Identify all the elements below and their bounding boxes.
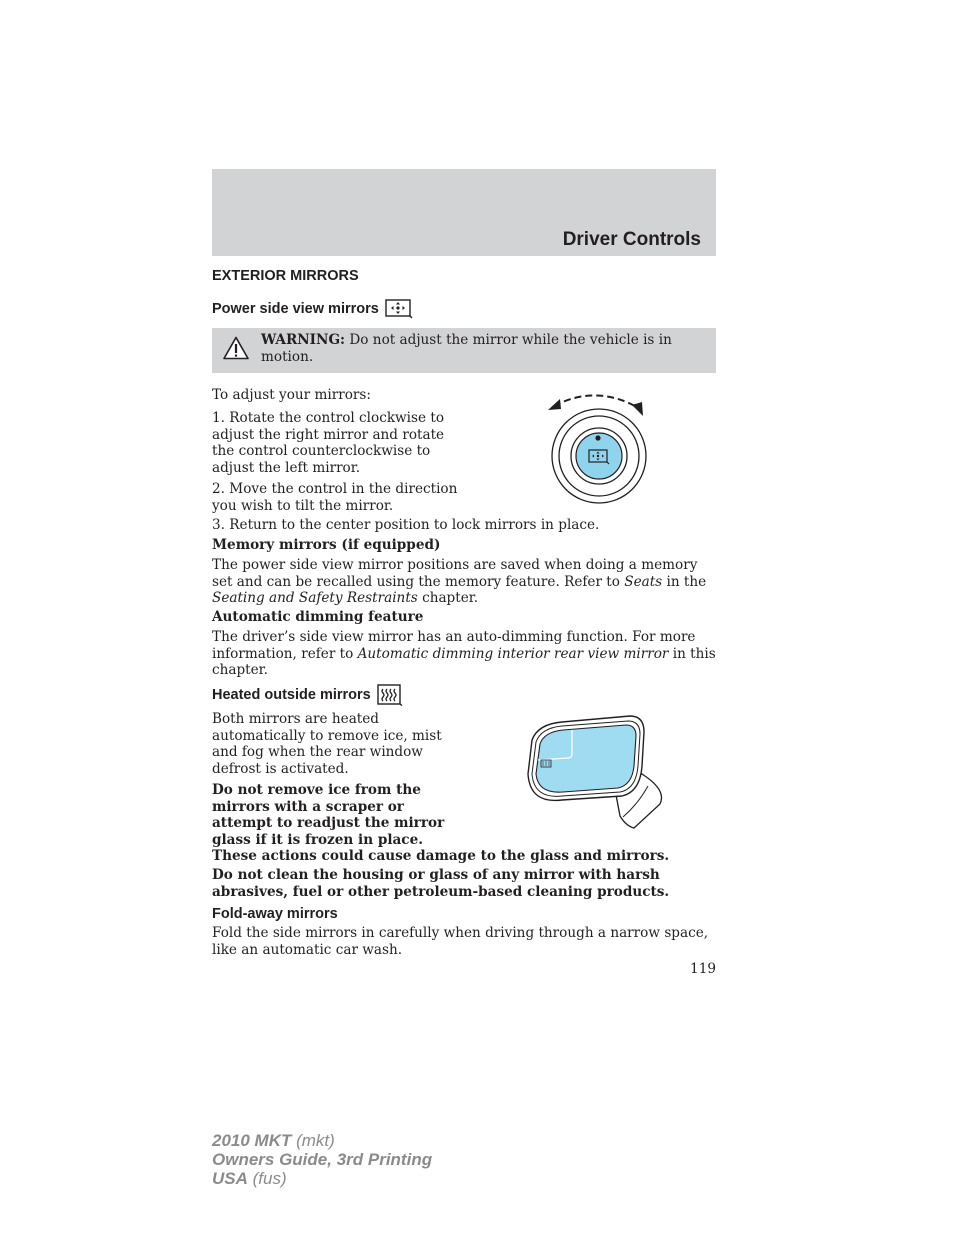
- warning-label: WARNING:: [261, 332, 346, 348]
- warning-triangle-icon: [223, 336, 249, 360]
- header-band: [212, 169, 716, 256]
- fold-away-text: Fold the side mirrors in carefully when driving through a narrow space, like an automatic car wash.: [212, 925, 709, 958]
- auto-dimming-heading: Automatic dimming feature: [212, 609, 424, 625]
- heated-mirror-illustration: [522, 712, 666, 830]
- page-number: 119: [690, 961, 716, 977]
- footer-line-2: Owners Guide, 3rd Printing: [212, 1150, 433, 1169]
- document-footer: [212, 1131, 432, 1188]
- fold-away-title: Fold-away mirrors: [212, 906, 338, 922]
- heated-mirrors-text: Both mirrors are heated automatically to remove ice, mist and fog when the rear window defrost is activated.: [212, 711, 442, 777]
- step-1: 1. Rotate the control clockwise to adjust the right mirror and rotate the control counterclockwise to adjust the left mirror.: [212, 410, 445, 476]
- auto-dimming-text: The driver’s side view mirror has an auto-dimming function. For more information, refer to Automatic dimming interior rear view mirror in this chapter.: [212, 629, 716, 679]
- intro-text: To adjust your mirrors:: [212, 387, 371, 403]
- heated-caution-1: Do not remove ice from the mirrors with a scraper or attempt to readjust the mirror glass if it is frozen in place.: [212, 782, 445, 848]
- auto-dimming-reference: Automatic dimming interior rear view mirror: [357, 645, 669, 662]
- warning-box: [212, 328, 716, 373]
- memory-mirrors-heading: Memory mirrors (if equipped): [212, 537, 441, 553]
- footer-line-3: USA (fus): [212, 1169, 287, 1188]
- seating-chapter-reference: Seating and Safety Restraints: [212, 590, 418, 607]
- heated-mirrors-heading: [212, 684, 403, 706]
- heated-mirrors-title: Heated outside mirrors: [212, 687, 371, 703]
- heated-mirror-icon: [377, 684, 403, 706]
- power-mirrors-heading: [212, 299, 413, 319]
- step-2: 2. Move the control in the direction you wish to tilt the mirror.: [212, 481, 458, 514]
- mirror-control-knob-illustration: [520, 388, 660, 508]
- heated-caution-1-cont: These actions could cause damage to the glass and mirrors.: [212, 848, 670, 864]
- warning-message: Do not adjust the mirror while the vehicle is in motion.: [261, 332, 672, 365]
- power-mirrors-title: Power side view mirrors: [212, 301, 379, 317]
- warning-text: [261, 332, 701, 365]
- footer-line-1: 2010 MKT (mkt): [212, 1131, 335, 1150]
- memory-mirrors-text: The power side view mirror positions are saved when doing a memory set and can be recalled using the memory feature. Refer to Seats in the Seating and Safety Restraints chapter.: [212, 557, 707, 607]
- section-title: EXTERIOR MIRRORS: [212, 268, 359, 284]
- step-3: 3. Return to the center position to lock mirrors in place.: [212, 517, 600, 533]
- mirror-control-icon: [385, 299, 413, 319]
- fold-away-heading: [212, 906, 338, 922]
- heated-caution-2: Do not clean the housing or glass of any mirror with harsh abrasives, fuel or other petroleum-based cleaning products.: [212, 867, 670, 900]
- chapter-title: Driver Controls: [562, 229, 701, 250]
- seats-reference: Seats: [624, 573, 663, 590]
